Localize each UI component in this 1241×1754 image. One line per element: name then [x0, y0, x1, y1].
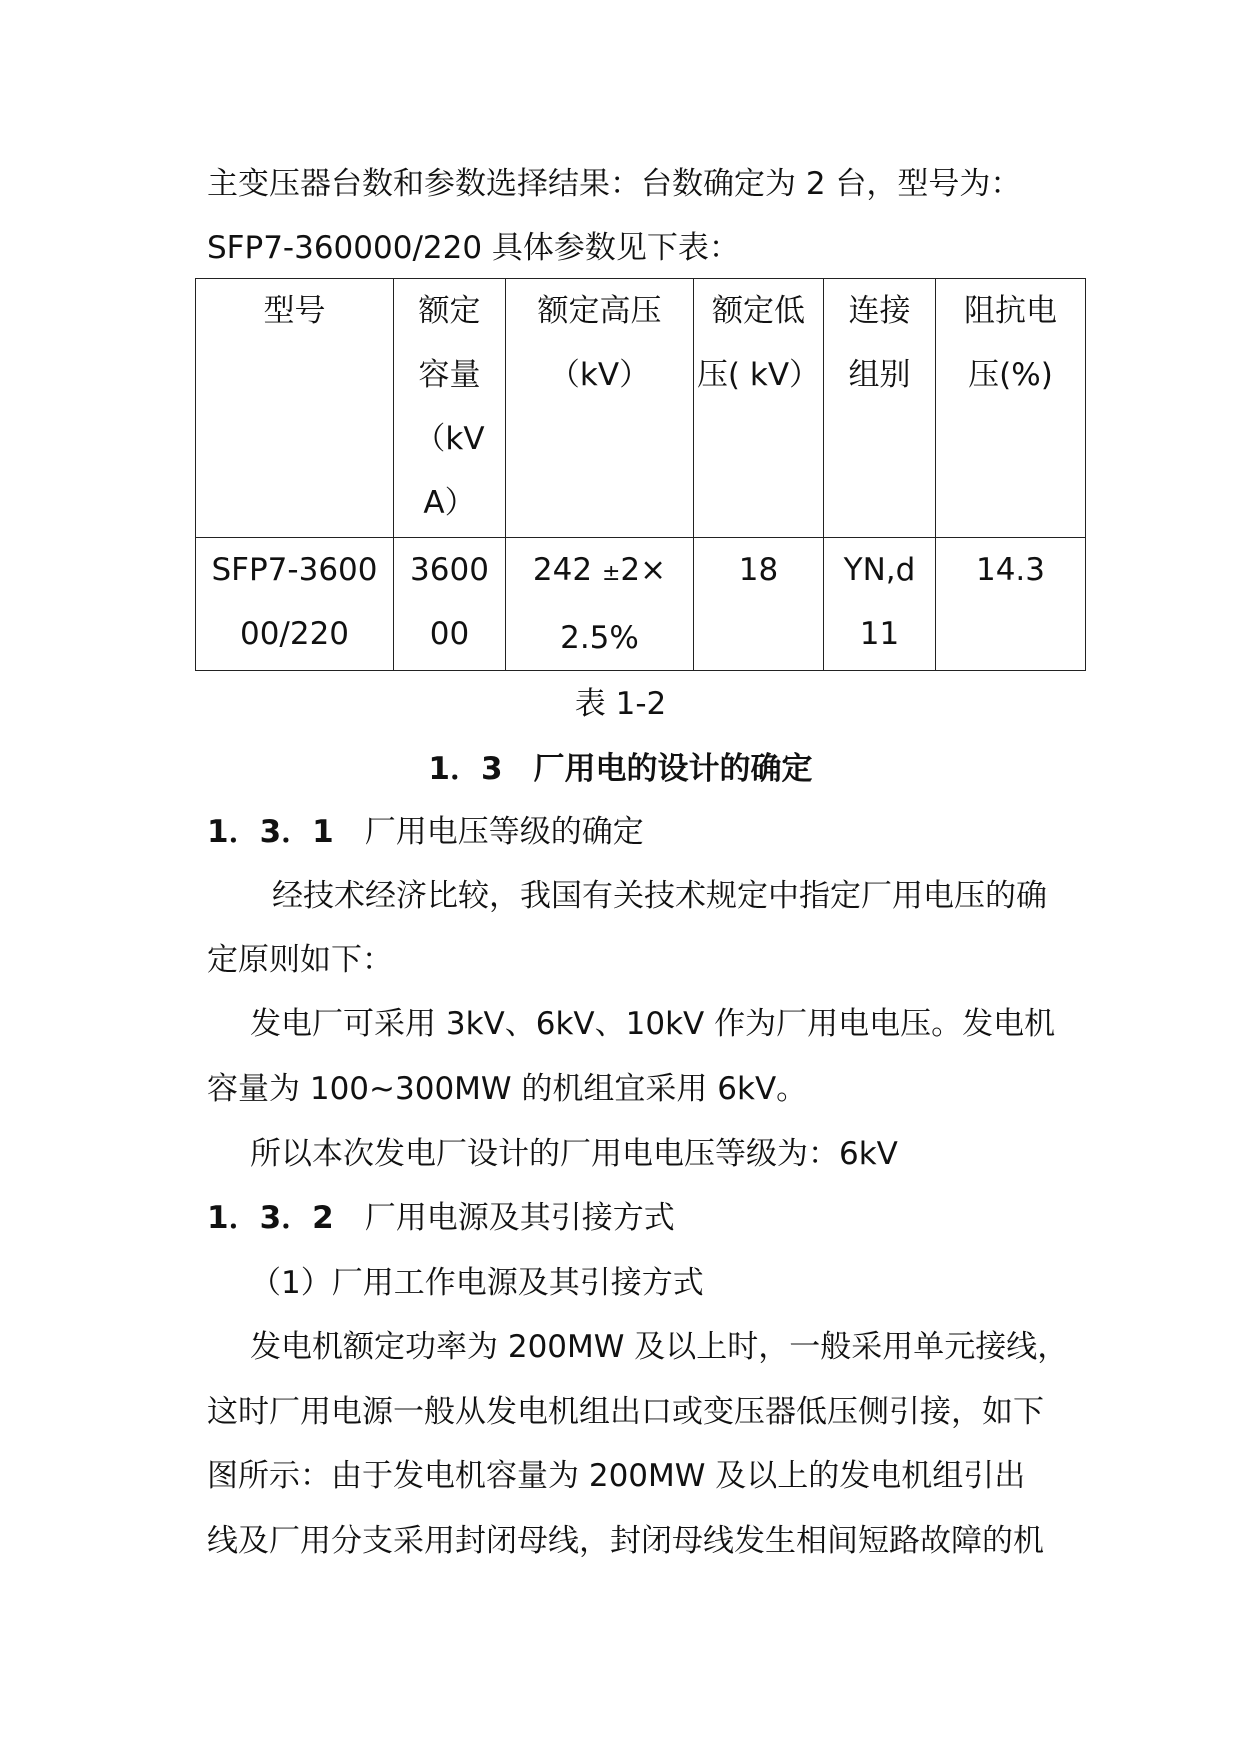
header-connection-group: 连接 组别: [824, 279, 936, 538]
cell-low-voltage: 18: [694, 538, 824, 671]
header-impedance-voltage: 阻抗电 压(%): [936, 279, 1086, 538]
cell-capacity: 3600 00: [394, 538, 506, 671]
section-heading-1-3-1: [207, 812, 644, 852]
header-rated-capacity: 额定 容量 （kV A）: [394, 279, 506, 538]
section-heading-1-3-2: [207, 1198, 675, 1238]
subsection-heading-1: （1）厂用工作电源及其引接方式: [250, 1265, 704, 1301]
plus-minus-sign: ±: [601, 561, 621, 586]
paragraph-4-line-1: 发电机额定功率为 200MW 及以上时，一般采用单元接线，: [250, 1329, 1069, 1365]
cell-connection-group: YN,d 11: [824, 538, 936, 671]
header-rated-high-voltage: 额定高压 （kV）: [506, 279, 694, 538]
transformer-parameter-table: [195, 278, 1086, 671]
table-header-row: [196, 279, 1086, 538]
header-model: 型号: [196, 279, 394, 538]
paragraph-1-line-2: 定原则如下：: [207, 942, 393, 978]
intro-line-1: 主变压器台数和参数选择结果：台数确定为 2 台，型号为：: [207, 166, 1022, 202]
header-rated-low-voltage: 额定低 压( kV）: [694, 279, 824, 538]
table-caption: 表 1-2: [574, 686, 667, 722]
paragraph-2-line-2: 容量为 100~300MW 的机组宜采用 6kV。: [207, 1071, 808, 1107]
cell-impedance: 14.3: [936, 538, 1086, 671]
table-row: [196, 538, 1086, 671]
cell-model: SFP7-3600 00/220: [196, 538, 394, 671]
paragraph-4-line-4: 线及厂用分支采用封闭母线，封闭母线发生相间短路故障的机: [207, 1523, 1044, 1559]
section-heading-1-3: 1．3 厂用电的设计的确定: [428, 751, 813, 787]
paragraph-4-line-2: 这时厂用电源一般从发电机组出口或变压器低压侧引接，如下: [207, 1394, 1044, 1430]
paragraph-1-line-1: 经技术经济比较，我国有关技术规定中指定厂用电压的确: [272, 878, 1047, 914]
section-number: 1．3．1: [207, 814, 334, 850]
paragraph-2-line-1: 发电厂可采用 3kV、6kV、10kV 作为厂用电电压。发电机: [250, 1006, 1056, 1042]
section-title: 厂用电压等级的确定: [364, 814, 644, 850]
intro-line-2: SFP7-360000/220 具体参数见下表：: [207, 230, 740, 266]
paragraph-3: 所以本次发电厂设计的厂用电电压等级为：6kV: [250, 1136, 898, 1172]
section-number: 1．3．2: [207, 1200, 334, 1236]
section-title: 厂用电源及其引接方式: [364, 1200, 675, 1236]
paragraph-4-line-3: 图所示：由于发电机容量为 200MW 及以上的发电机组引出: [207, 1458, 1026, 1494]
cell-high-voltage: 242 ±2× 2.5%: [506, 538, 694, 671]
